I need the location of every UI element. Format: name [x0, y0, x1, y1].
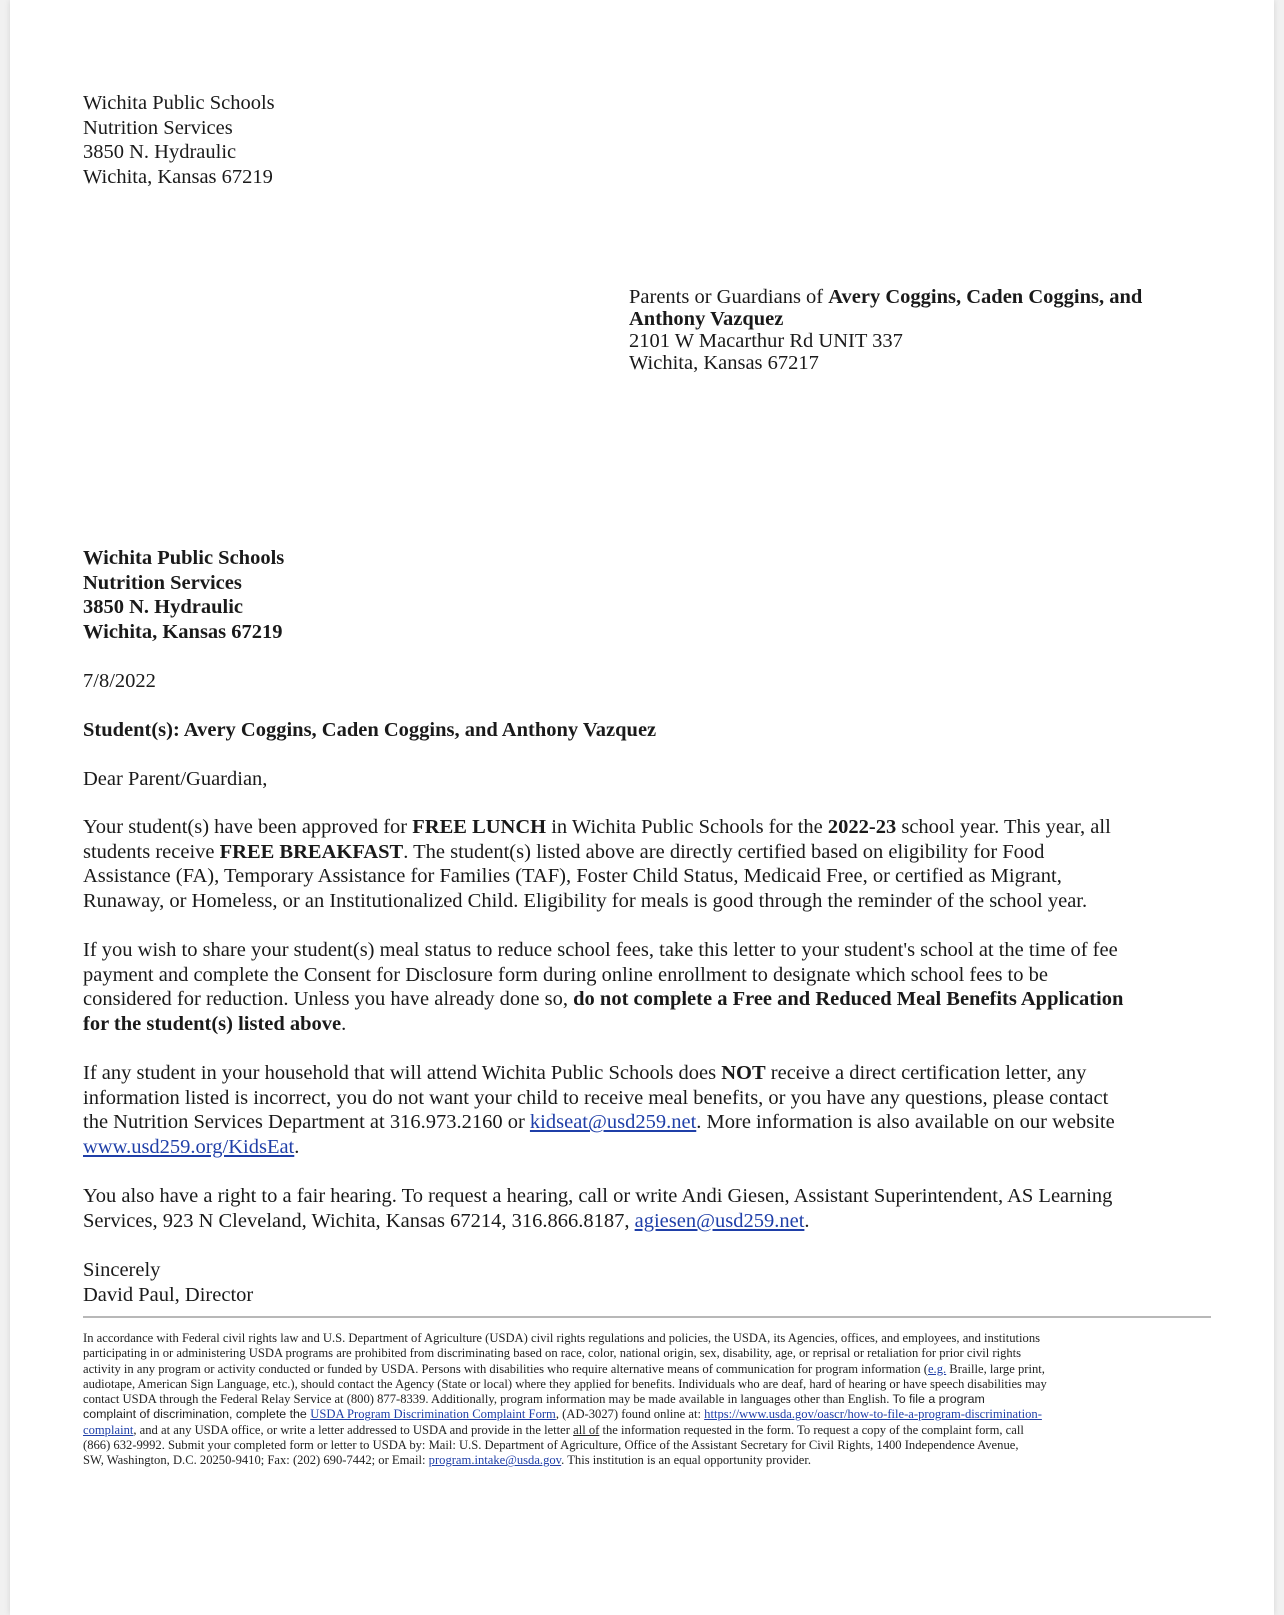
text-run: school year. This year, all [896, 816, 1111, 838]
text-run: all of [573, 1422, 600, 1437]
disclaimer-line [83, 1453, 1213, 1468]
paragraph-line: Assistance (FA), Temporary Assistance for Families (TAF), Foster Child Status, Medicaid Free, or certified as Migrant, [83, 865, 1062, 888]
return-address [83, 91, 275, 189]
return-address-line: Wichita Public Schools [83, 92, 275, 114]
text-run: . This institution is an equal opportunity provider. [561, 1453, 812, 1468]
recipient-street: 2101 W Macarthur Rd UNIT 337 [629, 330, 903, 352]
text-run: . More information is also available on our website [696, 1111, 1115, 1134]
return-address-line: Nutrition Services [83, 116, 233, 139]
nondiscrimination-statement [83, 1331, 1213, 1469]
closing [83, 1258, 253, 1307]
sender-line: Wichita Public Schools [83, 547, 285, 569]
text-run: receive a direct certification letter, any [765, 1062, 1087, 1084]
disclaimer-line: participating in or administering USDA programs are prohibited from discriminating based on race, color, national origin, sex, disability, age, or reprisal or retaliation for prior civil rights [83, 1346, 1022, 1361]
kidseat-email-link[interactable]: kidseat@usd259.net [529, 1111, 697, 1134]
usda-complaint-url-link-cont[interactable]: complaint [83, 1422, 134, 1437]
bold-instruction: for the student(s) listed above [83, 1012, 342, 1035]
usda-complaint-url-link[interactable]: https://www.usda.gov/oascr/how-to-file-a-program-discrimination- [704, 1407, 1042, 1422]
sender-line: Nutrition Services [83, 571, 242, 594]
eg-link[interactable]: e.g. [927, 1361, 947, 1376]
paragraph-line [83, 1061, 1223, 1086]
bold-instruction: do not complete a Free and Reduced Meal Benefits Application [573, 988, 1124, 1011]
school-year-text: 2022-23 [827, 816, 897, 838]
text-run: considered for reduction. Unless you have already done so, [83, 988, 574, 1011]
paragraph-approval [83, 815, 1223, 913]
text-run: SW, Washington, D.C. 20250-9410; Fax: (202) 690-7442; or Email: [83, 1453, 429, 1468]
recipient-prefix: Parents or Guardians of [629, 286, 829, 308]
agiesen-email-link[interactable]: agiesen@usd259.net [634, 1209, 805, 1232]
recipient-names-cont: Anthony Vazquez [629, 308, 784, 330]
text-run: activity in any program or activity conducted or funded by USDA. Persons with disabilities who require alternative means of communication for program information ( [83, 1361, 928, 1376]
sender-line: 3850 N. Hydraulic [83, 596, 244, 619]
website-link[interactable]: www.usd259.org/KidsEat [83, 1135, 295, 1158]
recipient-names: Avery Coggins, Caden Coggins, and [828, 286, 1143, 308]
recipient-line [629, 286, 1142, 308]
text-run: . [341, 1012, 347, 1035]
paragraph-line [83, 1110, 1223, 1135]
disclaimer-line: (866) 632-9992. Submit your completed form or letter to USDA by: Mail: U.S. Department of Agriculture, Office of the Assistant Secretary for Civil Rights, 1400 Independence Avenue, [83, 1438, 1019, 1453]
paragraph-fees [83, 938, 1223, 1036]
text-run: the information requested in the form. To request a copy of the complaint form, call [599, 1422, 1024, 1437]
return-address-line: 3850 N. Hydraulic [83, 141, 237, 164]
disclaimer-line [83, 1423, 1213, 1438]
paragraph-line [83, 815, 1223, 840]
text-run: , and at any USDA office, or write a letter addressed to USDA and provide in the letter [133, 1422, 574, 1437]
paragraph-line: information listed is incorrect, you do not want your child to receive meal benefits, or you have any questions, please contact [83, 1086, 1109, 1109]
text-run: To file a program [892, 1392, 985, 1407]
paragraph-line [83, 987, 1223, 1012]
program-intake-email-link[interactable]: program.intake@usda.gov [428, 1453, 562, 1468]
students-line: Student(s): Avery Coggins, Caden Coggins, and Anthony Vazquez [83, 719, 657, 741]
text-run: , (AD-3027) found online at: [555, 1407, 705, 1422]
salutation: Dear Parent/Guardian, [83, 768, 268, 790]
not-text: NOT [721, 1062, 766, 1084]
disclaimer-line: In accordance with Federal civil rights law and U.S. Department of Agriculture (USDA) civil rights regulations and policies, the USDA, its Agencies, offices, and employees, and institutions [83, 1331, 1041, 1345]
recipient-line [629, 308, 1142, 330]
text-run: contact USDA through the Federal Relay Service at (800) 877-8339. Additionally, program information may be made available in languages other than English. [83, 1392, 893, 1407]
text-run: . [294, 1135, 300, 1158]
recipient-address [629, 286, 1142, 374]
footer-divider [83, 1316, 1211, 1318]
text-run: Services, 923 N Cleveland, Wichita, Kansas 67214, 316.866.8187, [83, 1209, 635, 1232]
text-run: . [804, 1209, 810, 1232]
disclaimer-line [83, 1392, 1213, 1407]
disclaimer-line: audiotape, American Sign Language, etc.), should contact the Agency (State or local) where they applied for benefits. Individuals who are deaf, hard of hearing or have speech disabilities may [83, 1376, 1047, 1391]
paragraph-line: If you wish to share your student(s) meal status to reduce school fees, take this letter to your student's school at the time of fee [83, 939, 1118, 961]
letter-page [10, 0, 1274, 1615]
text-run: students receive [83, 840, 220, 863]
letter-date: 7/8/2022 [83, 670, 156, 692]
paragraph-line [83, 1012, 1223, 1037]
complaint-form-link[interactable]: USDA Program Discrimination Complaint Form [310, 1407, 556, 1422]
text-run: complaint of discrimination, complete the [83, 1407, 311, 1422]
text-run: If any student in your household that will attend Wichita Public Schools does [83, 1062, 722, 1084]
sender-address [83, 546, 284, 644]
paragraph-line: Runaway, or Homeless, or an Institutionalized Child. Eligibility for meals is good through the reminder of the school year. [83, 889, 1088, 912]
paragraph-line: You also have a right to a fair hearing. To request a hearing, call or write Andi Giesen, Assistant Superintendent, AS Learning [83, 1185, 1113, 1207]
paragraph-line: payment and complete the Consent for Disclosure form during online enrollment to designate which school fees to be [83, 963, 1048, 986]
disclaimer-line [83, 1362, 1213, 1377]
paragraph-hearing [83, 1184, 1223, 1233]
text-run: . The student(s) listed above are directly certified based on eligibility for Food [403, 840, 1045, 863]
recipient-city: Wichita, Kansas 67217 [629, 352, 819, 374]
text-run: Braille, large print, [946, 1361, 1045, 1376]
closing-line: Sincerely [83, 1259, 161, 1281]
paragraph-line [83, 1135, 1223, 1160]
return-address-line: Wichita, Kansas 67219 [83, 165, 273, 188]
paragraph-contact [83, 1061, 1223, 1159]
text-run: the Nutrition Services Department at 316.973.2160 or [83, 1111, 530, 1134]
free-lunch-text: FREE LUNCH [412, 816, 547, 838]
signature-name: David Paul, Director [83, 1283, 254, 1306]
sender-line: Wichita, Kansas 67219 [83, 620, 283, 643]
free-breakfast-text: FREE BREAKFAST [219, 840, 404, 863]
text-run: in Wichita Public Schools for the [546, 816, 828, 838]
disclaimer-line [83, 1407, 1213, 1422]
paragraph-line [83, 840, 1223, 865]
text-run: Your student(s) have been approved for [83, 816, 413, 838]
paragraph-line [83, 1209, 1223, 1234]
